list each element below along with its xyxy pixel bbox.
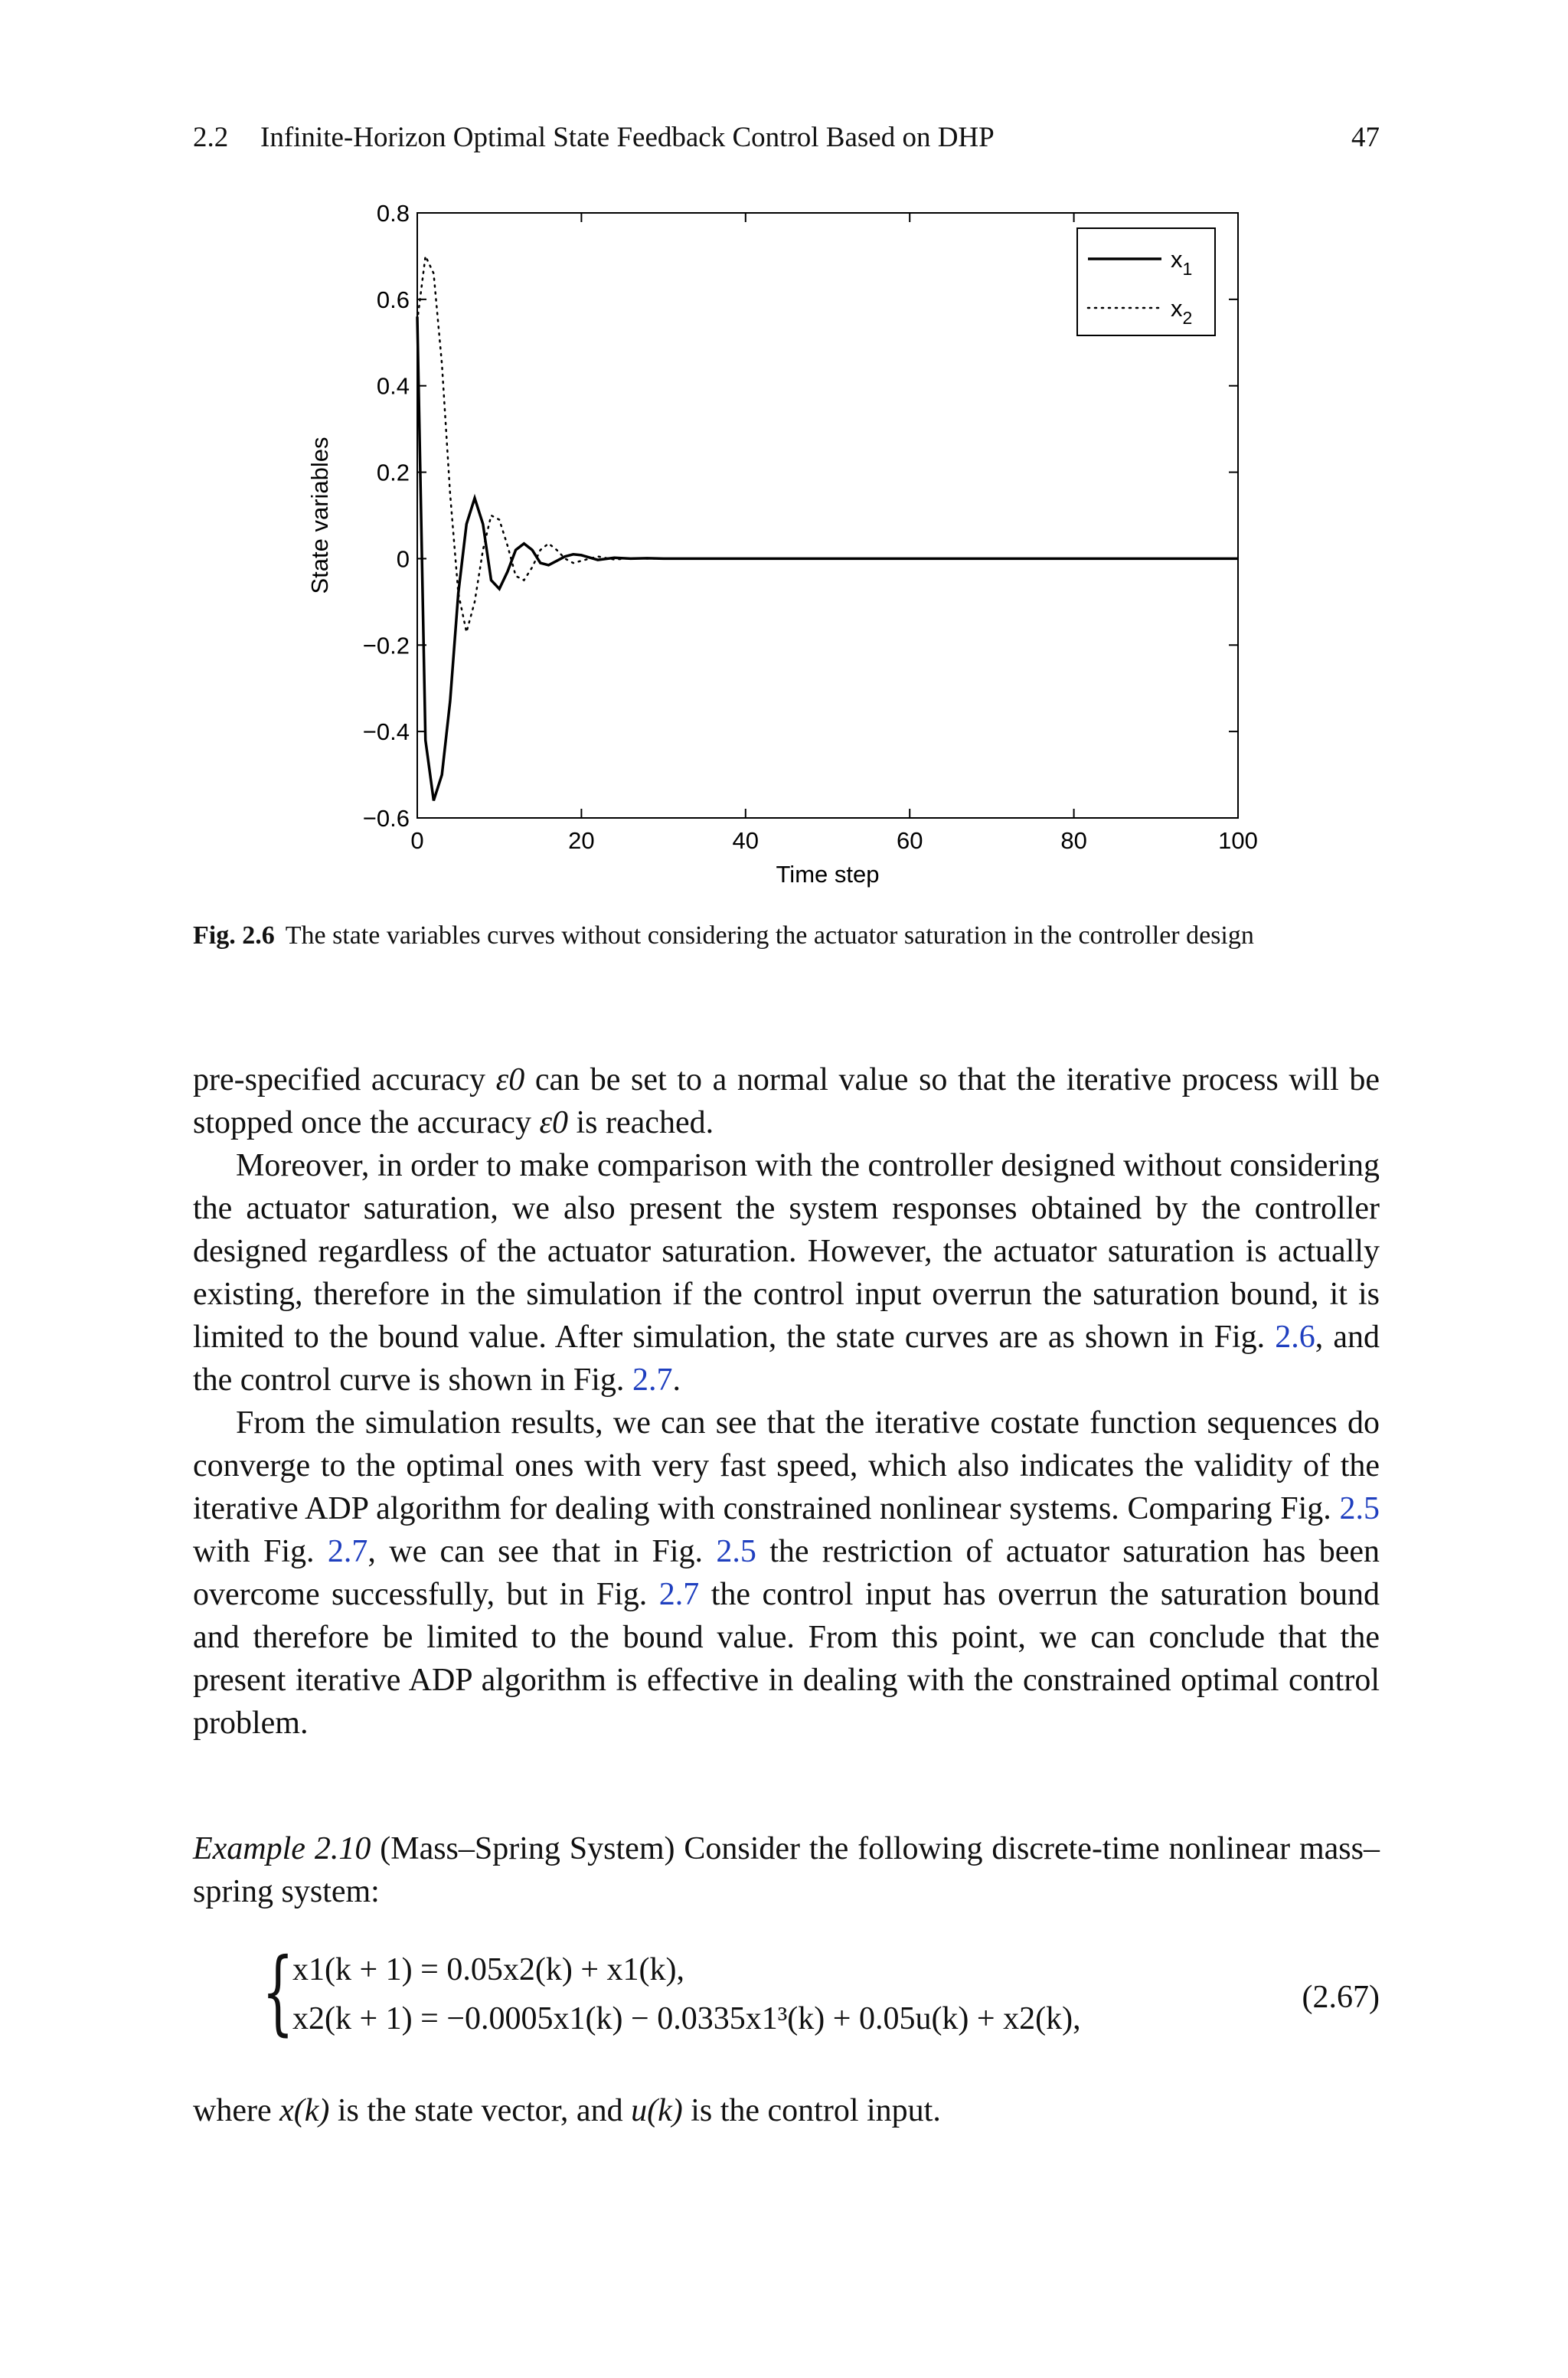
section-number: 2.2: [193, 122, 229, 153]
y-axis-label: State variables: [306, 437, 333, 594]
body-text-top: [193, 1058, 1380, 1745]
figure-ref-link[interactable]: 2.5: [1339, 1491, 1380, 1526]
legend-label-x1: $x_1$: [1171, 246, 1193, 279]
epsilon-symbol: ε0: [495, 1062, 525, 1097]
y-tick-label: −0.2: [362, 632, 410, 659]
left-brace: {: [262, 1939, 294, 2046]
legend-label-x2: $x_2$: [1171, 295, 1193, 328]
example-paragraph: [193, 1827, 1380, 1913]
p2-text-b: , and the control curve is shown in Fig.: [193, 1320, 1380, 1398]
paragraph-4: [193, 1827, 1380, 1913]
p3-text-e: the control input has overrun the saturation bound and therefore be limited to the bound value. From this point, we can conclude that the present iterative ADP algorithm is effective in dealing with the constrained optimal control problem.: [193, 1577, 1380, 1741]
example-label: Example 2.10: [193, 1831, 371, 1866]
control-input-symbol: u(k): [631, 2093, 683, 2128]
p5-text-a: where: [193, 2093, 280, 2128]
p2-text-a: Moreover, in order to make comparison with the controller designed without considering the actuator saturation, we also present the system responses obtained by the controller designed regardless of the actuator saturation. However, the actuator saturation is actually existing, therefore in the simulation if the control input overrun the saturation bound, it is limited to the bound value. After simulation, the state curves are as shown in Fig.: [193, 1148, 1380, 1355]
p2-text-c: .: [672, 1362, 681, 1398]
paragraph-5: [193, 2089, 1380, 2132]
y-tick-label: −0.6: [362, 805, 410, 832]
figure-label: Fig. 2.6: [193, 921, 275, 950]
paragraph-2: [193, 1144, 1380, 1402]
x-tick-label: 20: [568, 827, 595, 854]
y-tick-label: −0.4: [362, 718, 410, 746]
p3-text-c: , we can see that in Fig.: [368, 1534, 717, 1569]
y-tick-label: 0.8: [376, 200, 410, 227]
section-title: Infinite-Horizon Optimal State Feedback Control Based on DHP: [260, 122, 995, 153]
page-header: [193, 121, 1380, 159]
equation-line-1: x1(k + 1) = 0.05x2(k) + x1(k),: [292, 1952, 684, 1987]
x-tick-label: 40: [732, 827, 760, 854]
p3-text-a: From the simulation results, we can see that the iterative costate function sequences do converge to the optimal ones with very fast speed, which also indicates the validity of the iterative ADP algorithm for dealing with constrained nonlinear systems. Comparing Fig.: [193, 1405, 1380, 1526]
p5-text-b: is the state vector, and: [329, 2093, 632, 2128]
figure-ref-link[interactable]: 2.7: [658, 1577, 700, 1612]
p1-text-c: is reached.: [568, 1105, 714, 1140]
state-variables-chart: [291, 184, 1286, 888]
epsilon-symbol: ε0: [539, 1105, 569, 1140]
y-tick-label: 0.6: [376, 286, 410, 313]
y-tick-label: 0.2: [376, 459, 410, 486]
figure-ref-link[interactable]: 2.7: [632, 1362, 673, 1398]
y-tick-label: 0.4: [376, 372, 410, 400]
x-tick-label: 60: [896, 827, 923, 854]
example-text: Consider the following discrete-time nonlinear mass–spring system:: [193, 1831, 1380, 1909]
closing-paragraph: [193, 2089, 1380, 2132]
equation-2-67: [193, 1939, 1380, 2059]
p3-text-d: the restriction of actuator saturation has been overcome successfully, but in Fig.: [193, 1534, 1380, 1612]
page-number: 47: [1351, 122, 1380, 153]
p1-text-a: pre-specified accuracy: [193, 1062, 496, 1097]
figure-ref-link[interactable]: 2.5: [716, 1534, 756, 1569]
paragraph-3: [193, 1402, 1380, 1745]
caption-text: The state variables curves without considering the actuator saturation in the controller design: [285, 921, 1254, 950]
p1-text-b: can be set to a normal value so that the iterative process will be stopped once the accuracy: [193, 1062, 1380, 1140]
paragraph-1: [193, 1058, 1380, 1144]
example-title: (Mass–Spring System): [371, 1831, 675, 1866]
equation-line-2: x2(k + 1) = −0.0005x1(k) − 0.0335x1³(k) + 0.05u(k) + x2(k),: [292, 2001, 1081, 2036]
state-vector-symbol: x(k): [279, 2093, 330, 2128]
x-tick-label: 80: [1060, 827, 1087, 854]
figure-ref-link[interactable]: 2.6: [1275, 1320, 1315, 1355]
y-tick-label: 0: [396, 545, 410, 573]
equation-number: (2.67): [1302, 1980, 1380, 2015]
x-tick-label: 0: [410, 827, 424, 854]
x-axis-label: Time step: [776, 861, 880, 888]
x-tick-label: 100: [1218, 827, 1258, 854]
figure-ref-link[interactable]: 2.7: [327, 1534, 368, 1569]
legend-box: [1077, 228, 1215, 335]
p3-text-b: with Fig.: [193, 1534, 328, 1569]
p5-text-c: is the control input.: [682, 2093, 941, 2128]
figure-caption: [193, 918, 1380, 954]
